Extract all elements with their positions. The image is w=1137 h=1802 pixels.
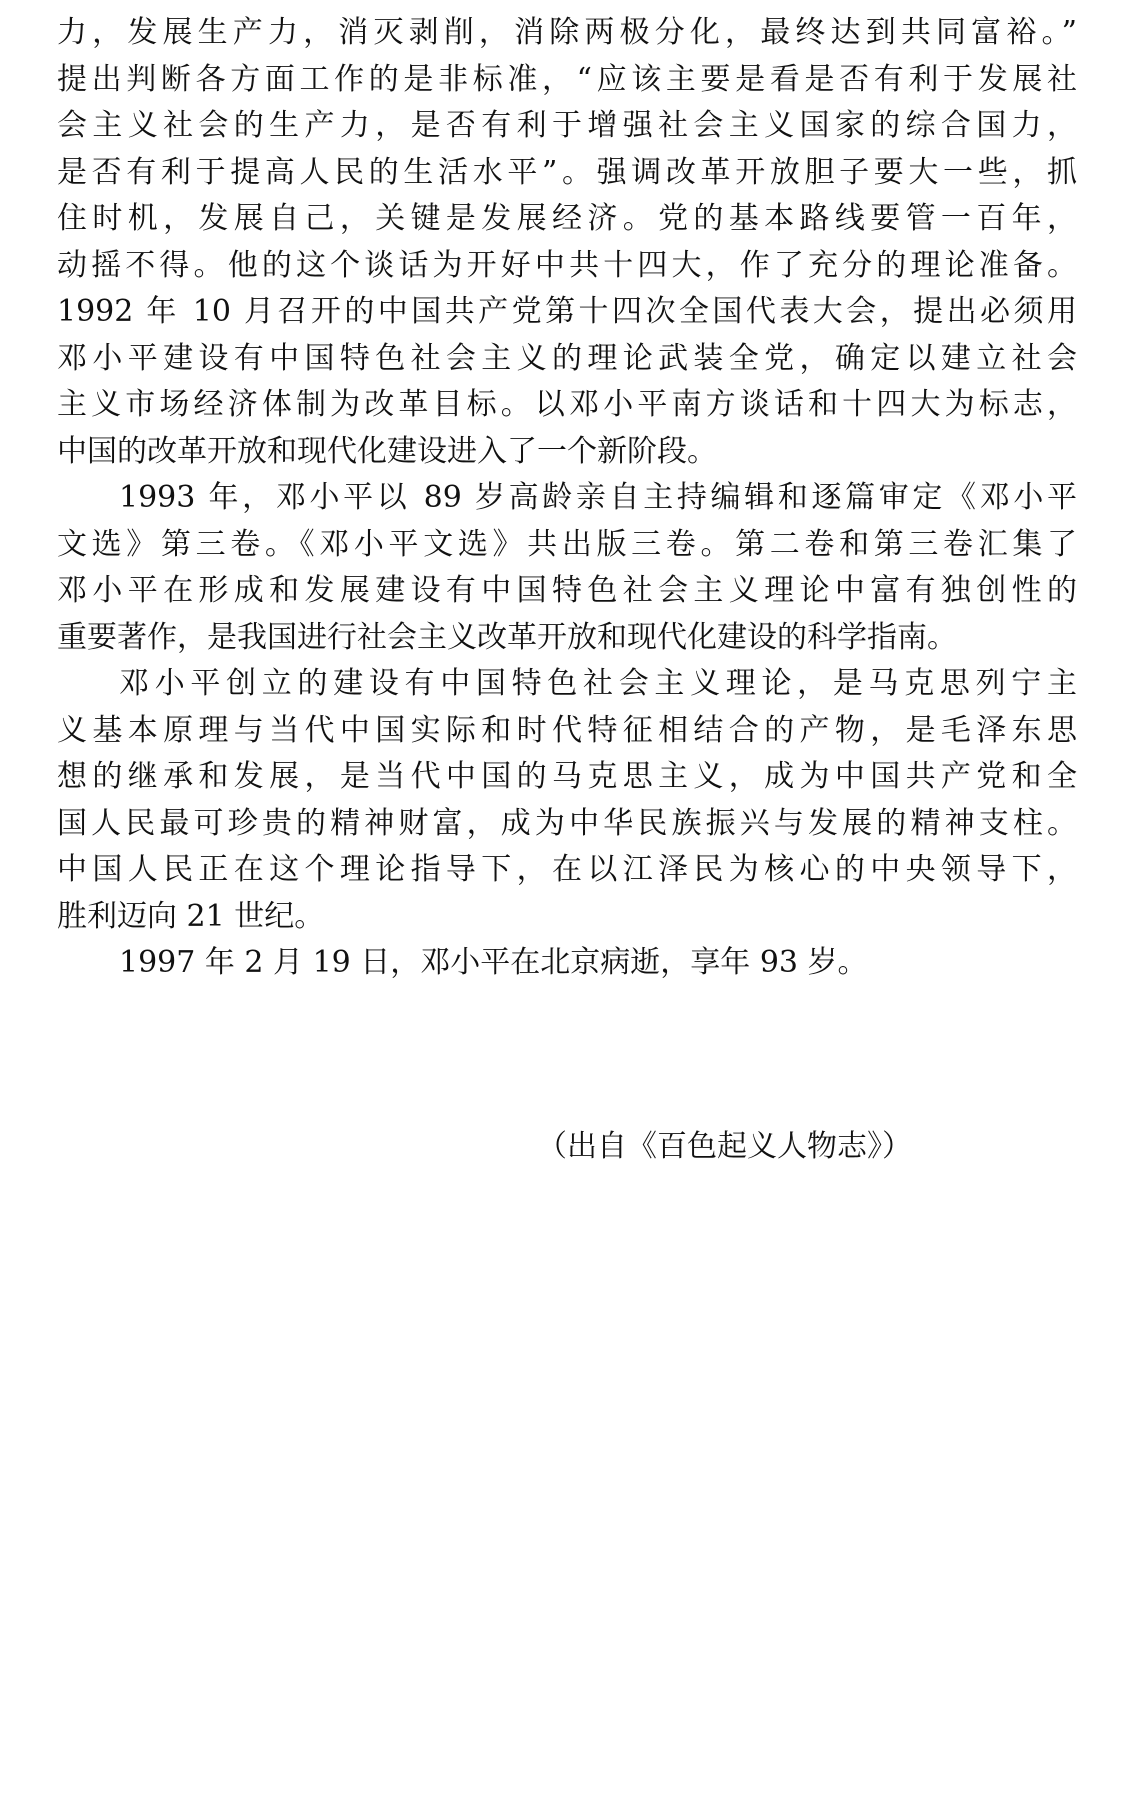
paragraph-3: [57, 661, 1077, 940]
text-line: 胜利迈向 21 世纪。: [57, 898, 325, 934]
paragraph-2: [57, 475, 1077, 661]
text-line: 动摇不得。他的这个谈话为开好中共十四大，作了充分的理论准备。: [57, 247, 1077, 283]
text-line: 提出判断各方面工作的是非标准，“应该主要是看是否有利于发展社: [57, 61, 1077, 97]
text-line: 主义市场经济体制为改革目标。以邓小平南方谈话和十四大为标志，: [57, 387, 1077, 422]
text-line: 邓小平创立的建设有中国特色社会主义理论，是马克思列宁主: [119, 666, 1077, 701]
text-line: 1997 年 2 月 19 日，邓小平在北京病逝，享年 93 岁。: [119, 945, 868, 980]
text-line: 住时机，发展自己，关键是发展经济。党的基本路线要管一百年，: [57, 201, 1077, 236]
source-citation: （出自《百色起义人物志》）: [537, 1129, 912, 1164]
text-line: 1992 年 10 月召开的中国共产党第十四次全国代表大会，提出必须用: [57, 294, 1077, 329]
text-line: 力，发展生产力，消灭剥削，消除两极分化，最终达到共同富裕。”: [57, 15, 1077, 50]
text-line: 邓小平建设有中国特色社会主义的理论武装全党，确定以建立社会: [57, 340, 1077, 376]
text-line: 重要著作，是我国进行社会主义改革开放和现代化建设的科学指南。: [57, 619, 957, 655]
text-line: 会主义社会的生产力，是否有利于增强社会主义国家的综合国力，: [57, 108, 1077, 143]
text-line: 义基本原理与当代中国实际和时代特征相结合的产物，是毛泽东思: [57, 712, 1077, 748]
text-line: 邓小平在形成和发展建设有中国特色社会主义理论中富有独创性的: [57, 573, 1077, 608]
text-line: 中国人民正在这个理论指导下，在以江泽民为核心的中央领导下，: [57, 852, 1077, 887]
text-line: 想的继承和发展，是当代中国的马克思主义，成为中国共产党和全: [57, 759, 1077, 794]
text-line: 中国的改革开放和现代化建设进入了一个新阶段。: [57, 433, 717, 469]
paragraph-4: [57, 940, 1077, 987]
text-line: 国人民最可珍贵的精神财富，成为中华民族振兴与发展的精神支柱。: [57, 805, 1077, 841]
document-page: [57, 10, 1077, 987]
text-line: 1993 年，邓小平以 89 岁高龄亲自主持编辑和逐篇审定《邓小平: [119, 480, 1077, 515]
text-line: 是否有利于提高人民的生活水平”。强调改革开放胆子要大一些，抓: [57, 154, 1077, 190]
text-line: 文选》第三卷。《邓小平文选》共出版三卷。第二卷和第三卷汇集了: [57, 526, 1077, 562]
paragraph-1: [57, 10, 1077, 475]
